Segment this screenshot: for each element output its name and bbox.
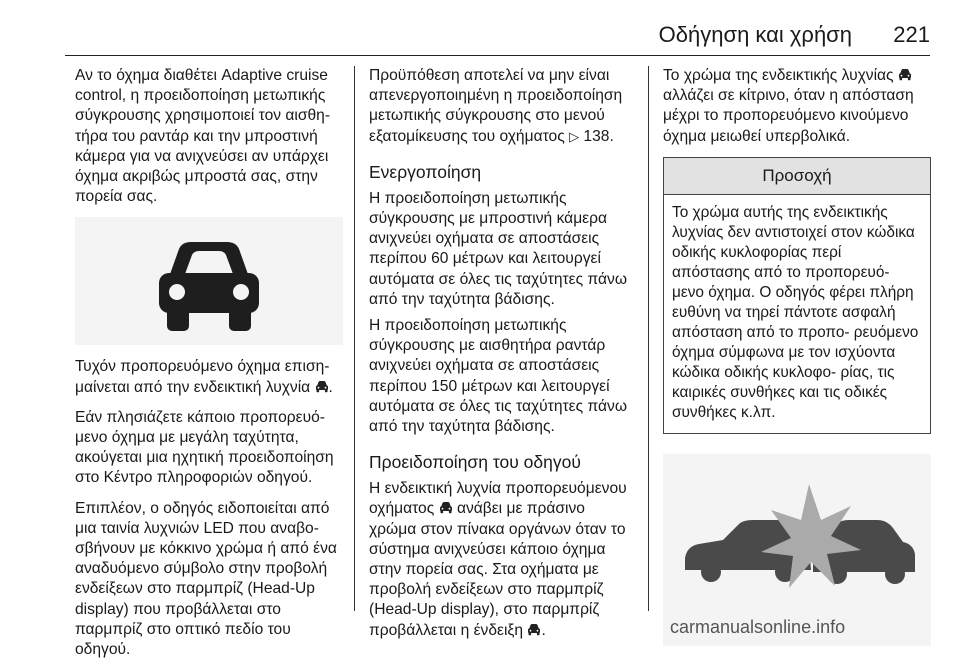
paragraph: Αν το όχημα διαθέτει Adaptive cruise control, η προειδοποίηση μετωπικής σύγκρουσης χρησιμοποιεί τον αισθη- τήρα του ραντάρ και την μπροστινή κάμερα για να ανιχνεύσει αν υπάρχει όχημα ακριβώς μπροστά σας, στην πορεία σας. <box>75 67 331 206</box>
paragraph <box>369 66 634 147</box>
car-front-icon <box>75 217 343 345</box>
punctuation: . <box>541 621 546 639</box>
heading-driver-warning: Προειδοποίηση του οδηγού <box>369 452 581 473</box>
car-front-icon <box>898 68 912 81</box>
paragraph-text: Η ενδεικτική λυχνία προπορευόμενου οχήματος <box>369 480 627 518</box>
punctuation: . <box>328 378 333 396</box>
paragraph: Η προειδοποίηση μετωπικής σύγκρουσης με μπροστινή κάμερα ανιχνεύει οχήματα σε αποστάσεις περίπου 60 μέτρων και λειτουργεί αυτόματα σε όλες τις ταχύτητες πάνω από την ταχύτητα βάδισης. <box>369 189 627 308</box>
caution-text: Το χρώμα αυτής της ενδεικτικής λυχνίας δεν αντιστοιχεί στον κώδικα οδικής κυκλοφορίας περί απόστασης από το προπορευό- μενο όχημα. Ο οδηγός φέρει πλήρη ευθύνη να τηρεί πάντοτε ασφαλή απόσταση από το προπο- ρευόμενο όχημα σύμφωνα με τον ισχύοντα κώδικα οδικής κυκλοφο- ρίας, τις καιρικές συνθήκες και τις οδικές συνθήκες κ.λπ. <box>672 204 919 422</box>
paragraph-text: αλλάζει σε κίτρινο, όταν η απόσταση μέχρι το προπορευόμενο κινούμενο όχημα μειωθεί υπερβολικά. <box>663 87 914 145</box>
paragraph <box>369 479 634 641</box>
car-front-icon <box>439 501 453 514</box>
paragraph: Επιπλέον, ο οδηγός ειδοποιείται από μια ταινία λυχνιών LED που αναβο- σβήνουν με κόκκινο χρώμα ή από ένα αναδυόμενο σύμβολο στην προβολή ενδείξεων στο παρμπρίζ (Head-Up display) που προβάλλεται στο παρμπρίζ στο οπτικό πεδίο του οδηγού. <box>75 499 337 659</box>
paragraph-text: Το χρώμα της ενδεικτικής λυχνίας <box>663 67 894 84</box>
car-front-icon <box>315 380 329 393</box>
paragraph: Εάν πλησιάζετε κάποιο προπορευό- μενο όχημα με μεγάλη ταχύτητα, ακούγεται μια ηχητική προειδοποίηση στο Κέντρο πληροφοριών οδηγού. <box>75 408 334 487</box>
column-divider <box>648 66 649 611</box>
section-title: Οδήγηση και χρήση <box>658 22 852 47</box>
column-divider <box>354 66 355 611</box>
paragraph <box>663 66 931 147</box>
paragraph-text: Προϋπόθεση αποτελεί να μην είναι απενεργοποιημένη η προειδοποίηση μετωπικής σύγκρουσης στο μενού εξατομίκευσης του οχήματος <box>369 67 623 145</box>
column-1 <box>75 66 343 670</box>
arrow-right-icon: ▷ <box>569 128 580 144</box>
car-front-icon <box>527 623 541 636</box>
caution-title: Προσοχή <box>664 158 930 195</box>
paragraph-text: ανάβει με πράσινο χρώμα στον πίνακα οργάνων όταν το σύστημα ανιχνεύσει κάποιο όχημα στην πορεία σας. Στα οχήματα με προβολή ενδείξεων στο παρμπρίζ (Head-Up display), στο παρμπρίζ προβάλλεται η ένδειξη <box>369 500 626 639</box>
paragraph <box>75 357 343 397</box>
car-front-illustration <box>75 217 343 345</box>
paragraph-text: Τυχόν προπορευόμενο όχημα επιση- μαίνεται από την ενδεικτική λυχνία <box>75 358 330 396</box>
column-3 <box>663 66 931 646</box>
page-header <box>0 0 960 56</box>
column-2 <box>369 66 634 651</box>
watermark: carmanualsonline.info <box>670 617 846 637</box>
paragraph: Η προειδοποίηση μετωπικής σύγκρουσης με αισθητήρα ραντάρ ανιχνεύει οχήματα σε αποστάσεις περίπου 150 μέτρων και λειτουργεί αυτόματα σε όλες τις ταχύτητες πάνω από την ταχύτητα βάδισης. <box>369 317 627 436</box>
heading-activation: Ενεργοποίηση <box>369 161 482 182</box>
page-reference[interactable]: 138. <box>583 127 614 145</box>
header-divider <box>65 55 930 56</box>
caution-box <box>663 157 931 434</box>
page-number: 221 <box>893 22 930 47</box>
